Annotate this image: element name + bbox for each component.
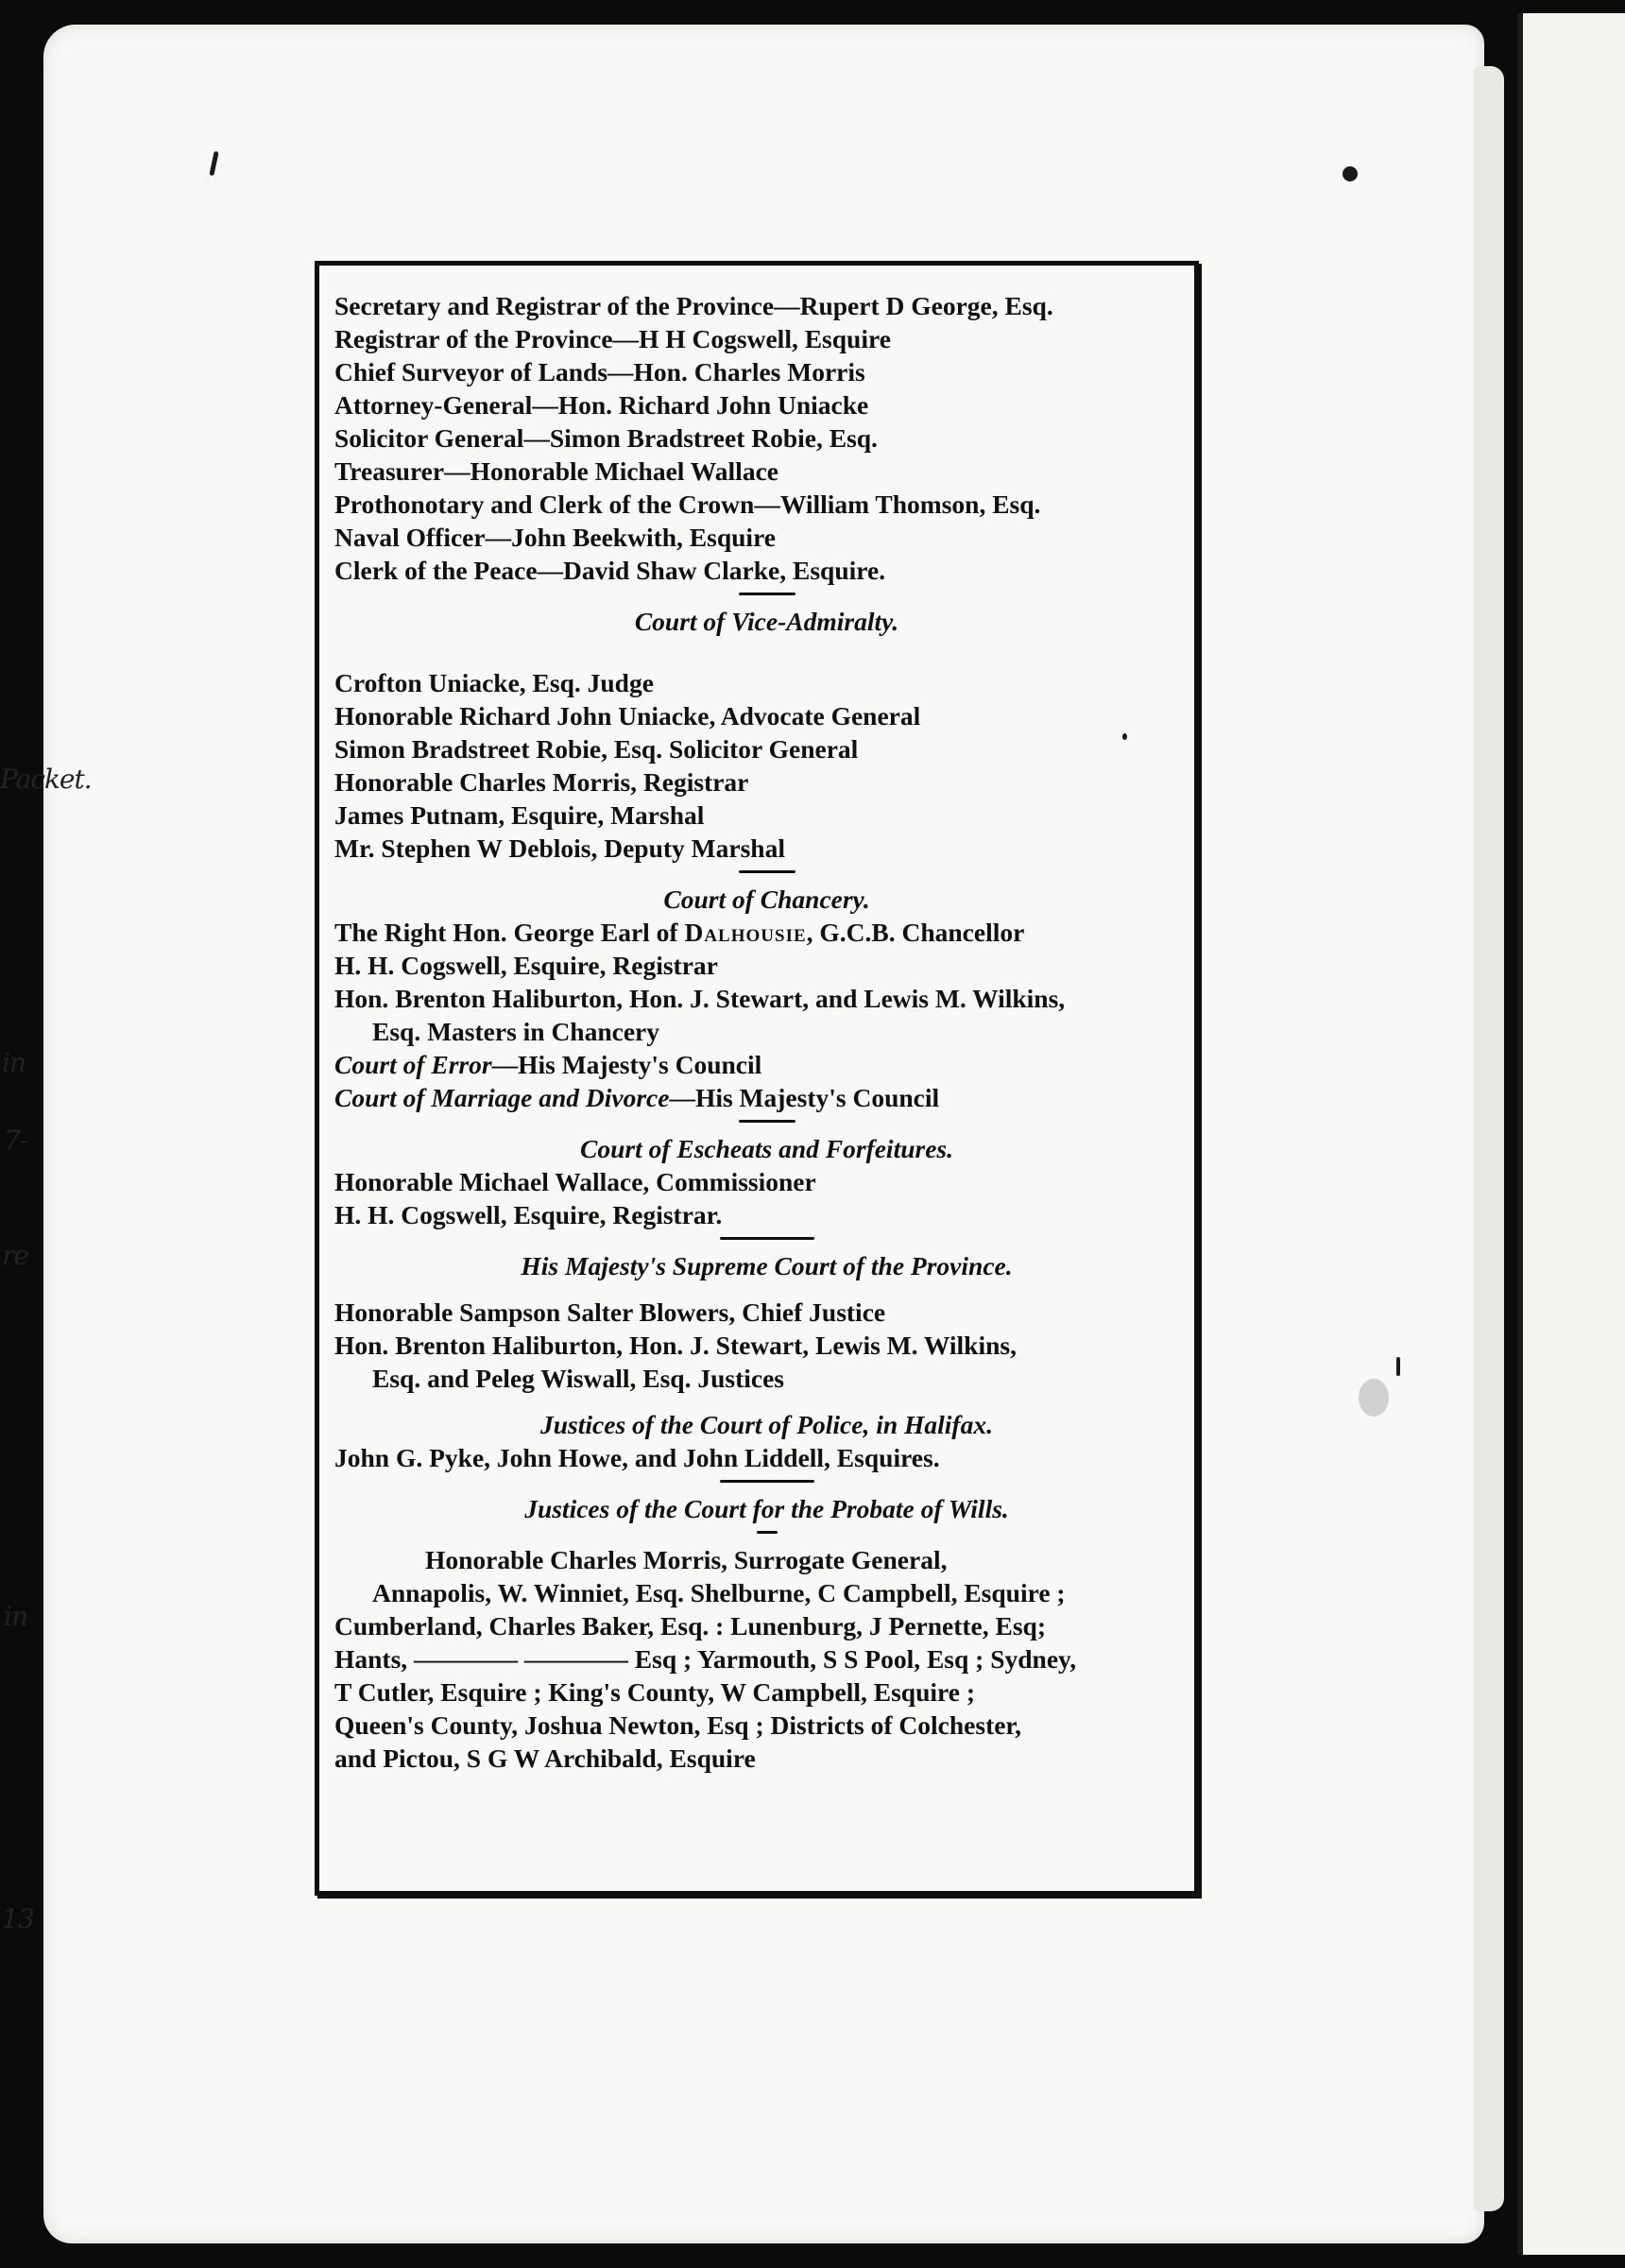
margin-scrap: in	[4, 1601, 27, 1632]
chancellor-rank: , G.C.B. Chancellor	[806, 918, 1025, 947]
section-heading-vice-admiralty: Court of Vice-Admiralty.	[634, 607, 899, 636]
court-line	[334, 916, 1199, 949]
binding-crease	[1517, 13, 1523, 2255]
court-line: Crofton Uniacke, Esq. Judge	[334, 668, 654, 697]
section-heading-escheats: Court of Escheats and Forfeitures.	[580, 1134, 953, 1163]
section-heading-supreme-court: His Majesty's Supreme Court of the Province.	[521, 1251, 1013, 1280]
section-rule	[739, 870, 795, 873]
court-line	[334, 1081, 1199, 1114]
margin-scrap: in	[2, 1047, 26, 1078]
margin-scrap: 7-	[4, 1125, 28, 1156]
officer-line: Prothonotary and Clerk of the Crown—William Thomson, Esq.	[334, 490, 1041, 519]
court-line: Mr. Stephen W Deblois, Deputy Marshal	[334, 833, 785, 863]
section-rule	[720, 1237, 814, 1240]
officer-line: Secretary and Registrar of the Province—Rupert D George, Esq.	[334, 291, 1053, 320]
section-heading-police: Justices of the Court of Police, in Halifax.	[540, 1410, 993, 1439]
court-line: James Putnam, Esquire, Marshal	[334, 800, 705, 830]
officer-line: Chief Surveyor of Lands—Hon. Charles Morris	[334, 357, 865, 387]
officer-line: Solicitor General—Simon Bradstreet Robie, Esq.	[334, 423, 878, 453]
right-page-sliver	[1517, 13, 1625, 2255]
officer-line: Clerk of the Peace—David Shaw Clarke, Esquire.	[334, 556, 886, 585]
section-rule	[739, 593, 795, 595]
section-heading-probate: Justices of the Court for the Probate of Wills.	[524, 1494, 1009, 1523]
court-line: Hon. Brenton Haliburton, Hon. J. Stewart, and Lewis M. Wilkins,	[334, 984, 1066, 1013]
section-rule	[757, 1531, 778, 1534]
section-heading-chancery: Court of Chancery.	[663, 885, 870, 914]
court-line	[334, 1048, 1199, 1081]
margin-scrap: re	[2, 1240, 28, 1271]
court-line: and Pictou, S G W Archibald, Esquire	[334, 1744, 756, 1773]
section-rule	[720, 1480, 814, 1483]
margin-scrap: Packet.	[0, 764, 92, 795]
officer-line: Naval Officer—John Beekwith, Esquire	[334, 523, 776, 552]
ink-speck	[1343, 166, 1358, 181]
court-line: Simon Bradstreet Robie, Esq. Solicitor General	[334, 734, 859, 764]
court-name: Court of Error	[334, 1050, 492, 1079]
officer-line: Attorney-General—Hon. Richard John Uniacke	[334, 390, 869, 420]
court-line: Honorable Charles Morris, Registrar	[334, 767, 749, 797]
court-line: Honorable Sampson Salter Blowers, Chief Justice	[334, 1297, 886, 1327]
court-line: T Cutler, Esquire ; King's County, W Campbell, Esquire ;	[334, 1677, 975, 1707]
officer-line: Treasurer—Honorable Michael Wallace	[334, 456, 778, 486]
court-line: Honorable Michael Wallace, Commissioner	[334, 1167, 816, 1196]
ink-speck	[1359, 1379, 1389, 1417]
officer-line: Registrar of the Province—H H Cogswell, Esquire	[334, 324, 891, 353]
court-line: Honorable Richard John Uniacke, Advocate General	[334, 701, 921, 730]
court-members: —His Majesty's Council	[491, 1050, 762, 1079]
chancellor-title: Dalhousie	[684, 918, 807, 947]
court-line: Hon. Brenton Haliburton, Hon. J. Stewart, Lewis M. Wilkins,	[334, 1331, 1017, 1360]
court-line: Esq. Masters in Chancery	[372, 1017, 660, 1046]
court-line: Queen's County, Joshua Newton, Esq ; Districts of Colchester,	[334, 1710, 1021, 1740]
court-line: Annapolis, W. Winniet, Esq. Shelburne, C Campbell, Esquire ;	[372, 1578, 1066, 1607]
court-name: Court of Marriage and Divorce	[334, 1083, 670, 1112]
court-line: John G. Pyke, John Howe, and John Liddell, Esquires.	[334, 1443, 940, 1472]
court-line: Cumberland, Charles Baker, Esq. : Lunenburg, J Pernette, Esq;	[334, 1611, 1047, 1641]
margin-scrap: 13	[2, 1903, 34, 1934]
chancellor-text: The Right Hon. George Earl of	[334, 918, 685, 947]
court-line: H. H. Cogswell, Esquire, Registrar	[334, 951, 718, 980]
officers-list	[334, 289, 1199, 1775]
court-line: H. H. Cogswell, Esquire, Registrar.	[334, 1200, 723, 1229]
court-line: Esq. and Peleg Wiswall, Esq. Justices	[372, 1364, 785, 1393]
section-rule	[739, 1120, 795, 1123]
court-line: Hants, ———— ———— Esq ; Yarmouth, S S Pool, Esq ; Sydney,	[334, 1644, 1077, 1674]
page-edge	[1474, 66, 1504, 2211]
court-members: —His Majesty's Council	[669, 1083, 940, 1112]
court-line: Honorable Charles Morris, Surrogate General,	[425, 1545, 948, 1574]
ink-speck	[1396, 1357, 1400, 1376]
